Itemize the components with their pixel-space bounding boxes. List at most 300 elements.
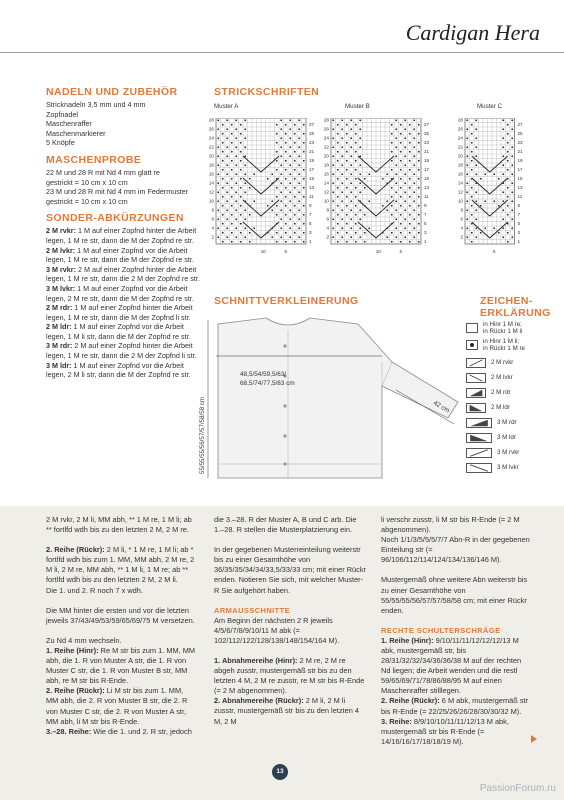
purl-dot [285, 232, 287, 234]
row-number-odd: 13 [309, 185, 315, 191]
purl-dot [217, 164, 219, 166]
purl-dot [382, 205, 384, 207]
purl-dot [471, 205, 473, 207]
row-number-odd: 23 [424, 140, 430, 146]
purl-dot [289, 182, 291, 184]
purl-dot [466, 128, 468, 130]
purl-dot [418, 241, 420, 243]
purl-dot [418, 142, 420, 144]
purl-dot [226, 236, 228, 238]
purl-dot [418, 205, 420, 207]
purl-dot [355, 196, 357, 198]
purl-dot [502, 146, 504, 148]
purl-dot [276, 151, 278, 153]
purl-dot [413, 236, 415, 238]
purl-dot [235, 137, 237, 139]
purl-dot [337, 124, 339, 126]
row-number-odd: 11 [309, 194, 314, 200]
purl-dot [226, 182, 228, 184]
purl-dot [341, 182, 343, 184]
row-number-odd: 5 [517, 221, 521, 227]
row-number-even: 2 [326, 234, 329, 240]
row-number-even: 6 [460, 216, 463, 222]
row-number-even: 6 [211, 216, 214, 222]
purl-dot [475, 191, 477, 193]
purl-dot [240, 142, 242, 144]
purl-dot [332, 209, 334, 211]
row-number-odd: 7 [517, 212, 521, 218]
purl-dot [244, 218, 246, 220]
purl-dot [359, 173, 361, 175]
left-twist-3-icon [466, 433, 492, 443]
purl-dot [276, 169, 278, 171]
purl-dot [298, 209, 300, 211]
row-number-even: 6 [326, 216, 329, 222]
purl-dot [507, 196, 509, 198]
purl-dot [391, 196, 393, 198]
purl-dot [294, 124, 296, 126]
purl-dot [466, 218, 468, 220]
purl-dot [471, 133, 473, 135]
purl-dot [294, 160, 296, 162]
legend-item-2m-lvkr: 2 M lvkr [466, 370, 562, 385]
purl-dot [217, 200, 219, 202]
purl-dot [511, 191, 513, 193]
purl-dot [276, 133, 278, 135]
purl-dot [404, 191, 406, 193]
purl-dot [341, 128, 343, 130]
purl-dot [289, 128, 291, 130]
knit-stitch-icon [466, 323, 478, 333]
watermark: PassionForum.ru [479, 783, 556, 794]
purl-dot [475, 227, 477, 229]
purl-dot [502, 119, 504, 121]
chart-muster-a [204, 118, 324, 258]
left-cross-2-icon [466, 373, 486, 383]
column-number: 10 [260, 249, 266, 254]
purl-dot [298, 191, 300, 193]
purl-dot [253, 173, 255, 175]
purl-dot [350, 119, 352, 121]
purl-dot [480, 205, 482, 207]
purl-dot [350, 128, 352, 130]
gauge-line: gestrickt = 10 cm x 10 cm [46, 196, 128, 206]
purl-dot [298, 155, 300, 157]
purl-dot [217, 119, 219, 121]
purl-dot [294, 187, 296, 189]
purl-dot [355, 142, 357, 144]
purl-dot [507, 205, 509, 207]
purl-dot [226, 128, 228, 130]
row-number-even: 12 [323, 189, 329, 195]
purl-dot [280, 155, 282, 157]
purl-dot [226, 164, 228, 166]
purl-dot [231, 232, 233, 234]
legend-item-3m-rdr: 3 M rdr [466, 415, 562, 430]
purl-dot [332, 236, 334, 238]
purl-dot [511, 155, 513, 157]
purl-dot [391, 133, 393, 135]
row-number-even: 22 [457, 144, 463, 150]
purl-dot [346, 223, 348, 225]
purl-dot [511, 137, 513, 139]
purl-dot [289, 191, 291, 193]
row-number-odd: 27 [309, 122, 315, 128]
purl-dot [298, 200, 300, 202]
purl-dot [271, 209, 273, 211]
purl-dot [235, 218, 237, 220]
purl-dot [418, 151, 420, 153]
row-number-odd: 27 [424, 122, 430, 128]
purl-dot [391, 124, 393, 126]
legend-item-3m-lvkr: 3 M lvkr [466, 460, 562, 475]
legend-item-2m-rvkr: 2 M rvkr [466, 355, 562, 370]
abbreviation-term: 2 M ldr: [46, 322, 72, 332]
abbreviation-item [46, 226, 204, 245]
purl-dot [240, 151, 242, 153]
purl-dot [400, 142, 402, 144]
purl-dot [359, 146, 361, 148]
purl-dot [337, 223, 339, 225]
purl-dot [502, 155, 504, 157]
purl-dot [337, 178, 339, 180]
purl-dot [298, 236, 300, 238]
body-paragraph: 2. Reihe (Rückr): Li M str bis zum 1. MM, MM abh, die 2. R von Muster B str, die 2. R von Muster C str, die 2. R von Muster A str, MM abh, li M str bis R-Ende. [46, 686, 188, 726]
purl-dot [418, 214, 420, 216]
row-number-odd: 19 [424, 158, 430, 164]
purl-dot [350, 182, 352, 184]
row-number-even: 24 [457, 135, 463, 141]
row-number-even: 4 [211, 225, 214, 231]
purl-dot [240, 214, 242, 216]
purl-dot [471, 214, 473, 216]
purl-dot [391, 142, 393, 144]
purl-dot [350, 227, 352, 229]
purl-dot [400, 196, 402, 198]
row-number-even: 24 [208, 135, 214, 141]
purl-dot [285, 214, 287, 216]
purl-dot [285, 205, 287, 207]
purl-dot [511, 218, 513, 220]
purl-dot [289, 146, 291, 148]
purl-dot [280, 164, 282, 166]
purl-dot [355, 232, 357, 234]
legend-item-3m-rvkr: 3 M rvkr [466, 445, 562, 460]
purl-dot [395, 227, 397, 229]
purl-dot [341, 236, 343, 238]
right-twist-2-icon [466, 388, 486, 398]
purl-dot [391, 214, 393, 216]
abbreviation-item [46, 322, 204, 341]
purl-dot [231, 169, 233, 171]
purl-dot [355, 124, 357, 126]
purl-dot [240, 133, 242, 135]
purl-dot [276, 196, 278, 198]
purl-dot [303, 196, 305, 198]
purl-dot [471, 169, 473, 171]
purl-dot [294, 142, 296, 144]
purl-dot [395, 119, 397, 121]
purl-dot [303, 169, 305, 171]
purl-dot [507, 160, 509, 162]
purl-dot [303, 133, 305, 135]
purl-dot [337, 169, 339, 171]
purl-dot [502, 173, 504, 175]
purl-dot [337, 187, 339, 189]
purl-dot [400, 223, 402, 225]
purl-dot [285, 178, 287, 180]
purl-dot [346, 142, 348, 144]
purl-dot [475, 146, 477, 148]
purl-dot [303, 241, 305, 243]
purl-dot [404, 128, 406, 130]
purl-dot [231, 214, 233, 216]
purl-dot [294, 232, 296, 234]
body-paragraph: 2 M rvkr, 2 M li, MM abh, ** 1 M re, 1 M li; ab ** fortlfd wdh bis zu den letzten 2 M, 2 M re. [46, 515, 192, 535]
schematic-heading: SCHNITTVERKLEINERUNG [214, 295, 359, 307]
purl-dot [409, 178, 411, 180]
purl-dot [341, 200, 343, 202]
purl-dot [235, 182, 237, 184]
abbreviation-text: 2 M auf einer Zopfnd hinter die Arbeit legen, 1 M re str, dann die 2 M der Zopfnd li str. [46, 341, 197, 361]
purl-dot [332, 164, 334, 166]
purl-dot [466, 164, 468, 166]
purl-dot [395, 146, 397, 148]
sleeve-label: 42 cm [432, 399, 451, 415]
purl-dot [409, 241, 411, 243]
purl-dot [303, 178, 305, 180]
purl-dot [471, 196, 473, 198]
purl-dot [418, 196, 420, 198]
purl-dot [341, 155, 343, 157]
purl-dot [267, 205, 269, 207]
purl-dot [418, 133, 420, 135]
purl-dot [346, 133, 348, 135]
purl-dot [391, 187, 393, 189]
body-column-1 [46, 515, 196, 747]
purl-dot [298, 146, 300, 148]
body-paragraph: Zu Nd 4 mm wechseln. [46, 635, 122, 645]
row-number-even: 16 [323, 171, 329, 177]
purl-dot [244, 137, 246, 139]
purl-dot [289, 119, 291, 121]
purl-dot [303, 124, 305, 126]
purl-dot [235, 227, 237, 229]
cardigan-outline [218, 318, 458, 478]
purl-dot [466, 173, 468, 175]
purl-dot [350, 146, 352, 148]
purl-dot [240, 223, 242, 225]
purl-dot [400, 232, 402, 234]
purl-dot [466, 182, 468, 184]
purl-dot [413, 182, 415, 184]
body-column-2 [214, 515, 368, 737]
purl-dot [222, 178, 224, 180]
abbreviation-item [46, 361, 204, 380]
purl-dot [303, 223, 305, 225]
purl-dot [391, 169, 393, 171]
abbreviation-term: 2 M rdr: [46, 303, 73, 313]
purl-dot [217, 236, 219, 238]
row-number-odd: 3 [309, 230, 312, 236]
purl-dot [502, 137, 504, 139]
purl-dot [359, 128, 361, 130]
purl-dot [391, 241, 393, 243]
legend-item-purl: in Hinr 1 M li; in Rückr 1 M re [466, 335, 562, 355]
purl-dot [231, 241, 233, 243]
purl-dot [355, 187, 357, 189]
abbreviation-text: 1 M auf einer Zopfnd vor die Arbeit legen, 2 M li str, dann die M der Zopfnd re str. [46, 360, 191, 380]
purl-dot [280, 137, 282, 139]
abbreviation-term: 2 M lvkr: [46, 245, 76, 255]
purl-dot [217, 182, 219, 184]
button-icon [283, 434, 286, 437]
purl-dot [337, 241, 339, 243]
legend-item-2m-ldr: 2 M ldr [466, 400, 562, 415]
purl-dot [346, 160, 348, 162]
row-number-odd: 23 [517, 140, 523, 146]
purl-dot [413, 128, 415, 130]
purl-dot [332, 146, 334, 148]
abbreviation-text: 1 M auf einer Zopfnd hinter die Arbeit legen, 1 M re str, dann die M der Zopfnd li str. [46, 303, 193, 322]
chart-muster-c [453, 118, 533, 258]
purl-dot [222, 241, 224, 243]
purl-dot [359, 182, 361, 184]
body-paragraph: 1. Reihe (Hinr): Re M str bis zum 1. MM, MM abh, die 1. R von Muster A str, die 1. R von Muster C str, die 1. R von Muster B str, MM abh, re M str bis R-Ende. [46, 645, 196, 686]
purl-dot [244, 119, 246, 121]
purl-dot [280, 227, 282, 229]
purl-dot [341, 164, 343, 166]
purl-dot [240, 241, 242, 243]
purl-dot [359, 236, 361, 238]
purl-dot [285, 151, 287, 153]
purl-dot [382, 178, 384, 180]
purl-dot [413, 119, 415, 121]
body-paragraph: 3.–28. Reihe: Wie die 1. und 2. R str, jedoch [46, 726, 192, 736]
purl-dot [355, 151, 357, 153]
purl-dot [337, 196, 339, 198]
purl-dot [350, 200, 352, 202]
left-twist-2-icon [466, 403, 486, 413]
purl-dot [493, 173, 495, 175]
purl-dot [222, 124, 224, 126]
purl-dot [231, 124, 233, 126]
purl-dot [332, 155, 334, 157]
body-paragraph: li verschr zusstr, li M str bis R-Ende (= 2 M abgenommen). [381, 515, 520, 535]
purl-dot [276, 124, 278, 126]
row-number-odd: 27 [517, 122, 523, 128]
row-number-even: 8 [460, 207, 463, 213]
purl-dot [400, 124, 402, 126]
row-number-even: 22 [208, 144, 214, 150]
row-number-even: 8 [326, 207, 329, 213]
purl-dot [507, 133, 509, 135]
purl-dot [289, 236, 291, 238]
row-number-even: 20 [457, 153, 463, 159]
abbreviation-item [46, 246, 204, 265]
purl-dot [364, 232, 366, 234]
purl-dot [395, 137, 397, 139]
purl-dot [511, 119, 513, 121]
body-paragraph: 2. Reihe (Rückr): 2 M li, * 1 M re, 1 M li; ab * fortlfd wdh bis zum 1. MM, MM abh, 2 M re, 2 M li, 2 M re, MM abh, ** 1 M li, 1 M re; ab ** fortlfd wdh bis zu den letzten 2 M, 2 M li. [46, 545, 195, 585]
row-number-odd: 11 [517, 194, 523, 200]
purl-dot [355, 133, 357, 135]
purl-dot [409, 232, 411, 234]
right-shoulder-heading: RECHTE SCHULTERSCHRÄGE [381, 625, 501, 635]
purl-dot [409, 133, 411, 135]
purl-dot [285, 169, 287, 171]
purl-dot [395, 182, 397, 184]
purl-dot [276, 142, 278, 144]
purl-dot [350, 137, 352, 139]
abbreviation-item [46, 265, 204, 284]
abbreviations-section [46, 212, 204, 380]
purl-dot [471, 160, 473, 162]
purl-dot [303, 205, 305, 207]
purl-dot [235, 146, 237, 148]
left-column [46, 86, 204, 386]
purl-dot [341, 173, 343, 175]
purl-dot [249, 187, 251, 189]
purl-dot [303, 151, 305, 153]
purl-dot [285, 160, 287, 162]
schematic-drawing [196, 306, 464, 506]
body-paragraph: 2. Abnahmereihe (Rückr): 2 M li, 2 M li zusstr, mustergemäß str bis zu den letzten 4 M, 2 M [214, 696, 359, 726]
purl-dot [244, 146, 246, 148]
purl-dot [507, 232, 509, 234]
abbreviation-text: 1 M auf einer Zopfnd hinter die Arbeit legen, 1 M re str, dann die M der Zopfnd re str. [46, 226, 197, 245]
purl-dot [355, 178, 357, 180]
purl-dot [244, 191, 246, 193]
purl-dot [271, 173, 273, 175]
column-number: 5 [399, 249, 403, 254]
purl-dot [235, 128, 237, 130]
purl-dot [280, 182, 282, 184]
purl-dot [235, 173, 237, 175]
purl-dot [511, 209, 513, 211]
body-paragraph: Noch 1/1/3/5/5/5/7/7 Abn-R in der gegebenen Einteilung str (= 96/106/112/114/124/134/136/146 M). [381, 535, 530, 565]
row-number-even: 20 [323, 153, 329, 159]
purl-dot [303, 160, 305, 162]
row-number-even: 26 [323, 126, 329, 132]
purl-dot [471, 124, 473, 126]
abbreviation-text: 1 M auf einer Zopfnd vor die Arbeit legen, 1 M re str, dann die M der Zopfnd re str. [46, 245, 194, 265]
purl-dot [346, 169, 348, 171]
purl-dot [249, 232, 251, 234]
purl-dot [285, 124, 287, 126]
purl-dot [395, 173, 397, 175]
purl-dot [502, 200, 504, 202]
purl-dot [466, 209, 468, 211]
purl-dot [240, 196, 242, 198]
purl-dot [364, 214, 366, 216]
purl-dot [346, 232, 348, 234]
purl-dot [409, 169, 411, 171]
purl-dot [507, 214, 509, 216]
purl-dot [298, 128, 300, 130]
purl-dot [294, 223, 296, 225]
purl-dot [404, 227, 406, 229]
purl-dot [507, 187, 509, 189]
purl-dot [355, 223, 357, 225]
purl-dot [466, 146, 468, 148]
body-paragraph: In der gegebenen Musterreinteilung weiterstr bis zu einer Gesamthöhe von 36/35/35/34/34/33,5/33/33 cm; mit einer Rückr enden. Notieren Sie sich, mit welcher Muster-R Sie aufgehört haben. [214, 545, 367, 595]
purl-dot [507, 142, 509, 144]
row-number-even: 2 [460, 234, 463, 240]
purl-dot [395, 128, 397, 130]
purl-dot [217, 137, 219, 139]
purl-dot [231, 151, 233, 153]
